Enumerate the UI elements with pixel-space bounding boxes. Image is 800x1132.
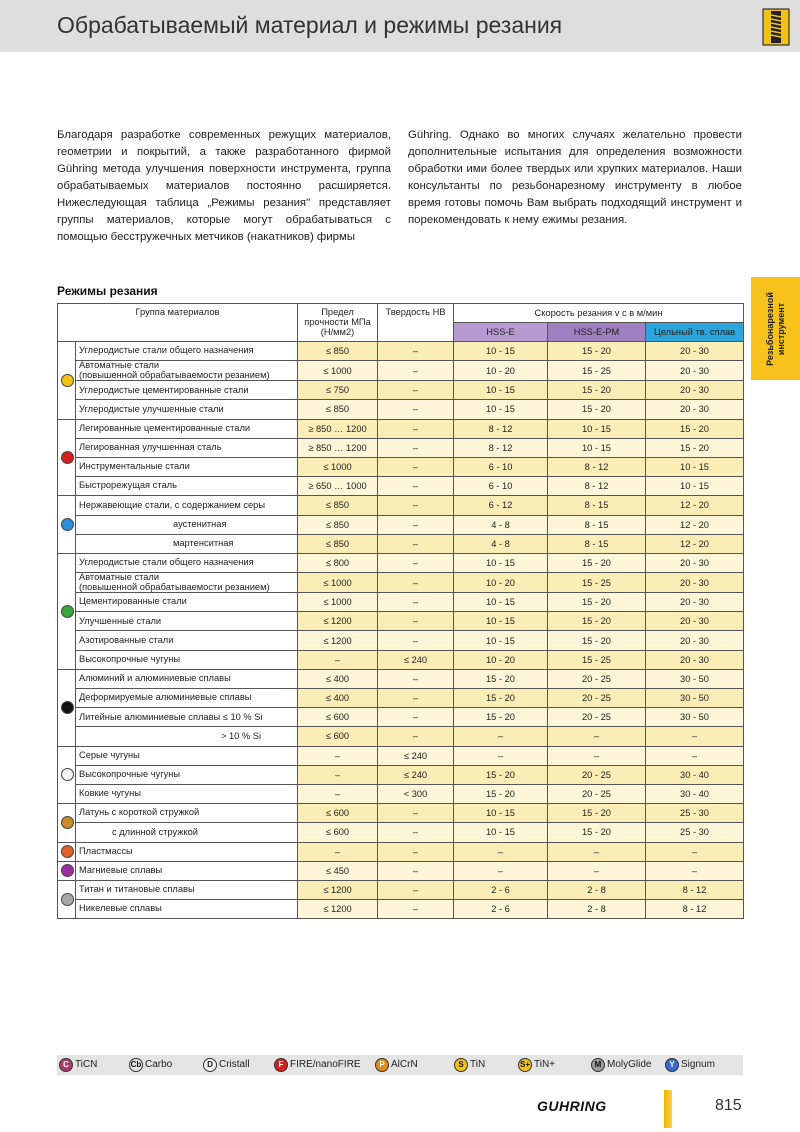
strength-value: ≥ 850 … 1200 bbox=[298, 419, 378, 438]
speed-solid-carbide: 15 - 20 bbox=[646, 419, 744, 438]
legend-item bbox=[665, 1058, 715, 1072]
strength-value: ≤ 600 bbox=[298, 727, 378, 746]
legend-label: AlCrN bbox=[391, 1059, 418, 1070]
color-dot-icon bbox=[61, 701, 74, 714]
hardness-value: ≤ 240 bbox=[378, 765, 454, 784]
material-name: Алюминий и алюминиевые сплавы bbox=[76, 669, 298, 688]
material-name: Легированная улучшенная сталь bbox=[76, 438, 298, 457]
speed-solid-carbide: 20 - 30 bbox=[646, 593, 744, 612]
hardness-value: ≤ 240 bbox=[378, 650, 454, 669]
speed-solid-carbide: 20 - 30 bbox=[646, 342, 744, 361]
strength-value: – bbox=[298, 784, 378, 803]
material-name: Углеродистые цементированные стали bbox=[76, 381, 298, 400]
hardness-value: – bbox=[378, 823, 454, 842]
legend-item bbox=[518, 1058, 555, 1072]
speed-hss-e: 10 - 15 bbox=[454, 823, 548, 842]
table-row bbox=[58, 553, 744, 572]
section-title: Режимы резания bbox=[57, 284, 158, 298]
material-name: Быстрорежущая сталь bbox=[76, 477, 298, 496]
header-material-group: Группа материалов bbox=[58, 304, 298, 342]
material-name: Углеродистые улучшенные стали bbox=[76, 400, 298, 419]
page-number: 815 bbox=[715, 1097, 742, 1114]
coating-legend bbox=[57, 1055, 743, 1075]
material-name: Инструментальные стали bbox=[76, 457, 298, 476]
speed-solid-carbide: 20 - 30 bbox=[646, 650, 744, 669]
color-dot-icon bbox=[61, 864, 74, 877]
material-name: с длинной стружкой bbox=[76, 823, 298, 842]
material-group-marker bbox=[58, 419, 76, 496]
speed-hss-e: 8 - 12 bbox=[454, 438, 548, 457]
speed-hss-e-pm: 2 - 8 bbox=[548, 900, 646, 919]
speed-solid-carbide: 15 - 20 bbox=[646, 438, 744, 457]
coating-badge-icon: P bbox=[375, 1058, 389, 1072]
strength-value: – bbox=[298, 650, 378, 669]
material-name: Литейные алюминиевые сплавы ≤ 10 % Si bbox=[76, 708, 298, 727]
table-row bbox=[58, 477, 744, 496]
material-name: Титан и титановые сплавы bbox=[76, 880, 298, 899]
hardness-value: ≤ 240 bbox=[378, 746, 454, 765]
speed-solid-carbide: 25 - 30 bbox=[646, 823, 744, 842]
speed-hss-e-pm: 15 - 20 bbox=[548, 631, 646, 650]
coating-badge-icon: Y bbox=[665, 1058, 679, 1072]
speed-hss-e-pm: 15 - 20 bbox=[548, 823, 646, 842]
color-dot-icon bbox=[61, 518, 74, 531]
speed-hss-e: 15 - 20 bbox=[454, 765, 548, 784]
hardness-value: – bbox=[378, 477, 454, 496]
legend-item bbox=[454, 1058, 485, 1072]
speed-hss-e-pm: – bbox=[548, 727, 646, 746]
speed-hss-e: – bbox=[454, 746, 548, 765]
speed-hss-e-pm: 15 - 20 bbox=[548, 612, 646, 631]
speed-hss-e: 2 - 6 bbox=[454, 900, 548, 919]
speed-hss-e: 6 - 10 bbox=[454, 477, 548, 496]
coating-badge-icon: Cb bbox=[129, 1058, 143, 1072]
strength-value: ≤ 600 bbox=[298, 823, 378, 842]
speed-solid-carbide: – bbox=[646, 727, 744, 746]
strength-value: ≤ 850 bbox=[298, 534, 378, 553]
header-hardness: Твердость НВ bbox=[378, 304, 454, 342]
speed-hss-e-pm: 8 - 15 bbox=[548, 534, 646, 553]
table-row bbox=[58, 804, 744, 823]
legend-label: TiN bbox=[470, 1059, 486, 1070]
material-name: Нержавеющие стали, с содержанием серы bbox=[76, 496, 298, 515]
legend-label: Cristall bbox=[219, 1059, 250, 1070]
hardness-value: – bbox=[378, 361, 454, 381]
hardness-value: – bbox=[378, 342, 454, 361]
speed-hss-e-pm: 8 - 15 bbox=[548, 496, 646, 515]
table-row bbox=[58, 689, 744, 708]
speed-hss-e-pm: 15 - 20 bbox=[548, 342, 646, 361]
color-dot-icon bbox=[61, 768, 74, 781]
speed-hss-e: 4 - 8 bbox=[454, 534, 548, 553]
strength-value: ≤ 1000 bbox=[298, 573, 378, 593]
speed-hss-e: 10 - 15 bbox=[454, 804, 548, 823]
material-group-marker bbox=[58, 342, 76, 420]
hardness-value: – bbox=[378, 689, 454, 708]
strength-value: ≤ 600 bbox=[298, 804, 378, 823]
table-row bbox=[58, 457, 744, 476]
table-row bbox=[58, 534, 744, 553]
page-header bbox=[0, 0, 800, 52]
legend-label: TiN+ bbox=[534, 1059, 556, 1070]
speed-hss-e-pm: 20 - 25 bbox=[548, 765, 646, 784]
speed-hss-e-pm: 15 - 20 bbox=[548, 400, 646, 419]
material-name: мартенситная bbox=[76, 534, 298, 553]
speed-hss-e: 10 - 15 bbox=[454, 593, 548, 612]
color-dot-icon bbox=[61, 374, 74, 387]
speed-hss-e: 10 - 20 bbox=[454, 573, 548, 593]
speed-solid-carbide: 25 - 30 bbox=[646, 804, 744, 823]
material-name: аустенитная bbox=[76, 515, 298, 534]
speed-hss-e: 15 - 20 bbox=[454, 669, 548, 688]
table-row bbox=[58, 861, 744, 880]
material-name: Магниевые сплавы bbox=[76, 861, 298, 880]
coating-badge-icon: C bbox=[59, 1058, 73, 1072]
legend-item bbox=[129, 1058, 172, 1072]
side-tab-label: Резьбонарезной инструмент bbox=[764, 291, 786, 366]
table-row bbox=[58, 438, 744, 457]
table-row bbox=[58, 727, 744, 746]
table-row bbox=[58, 400, 744, 419]
speed-hss-e-pm: 10 - 15 bbox=[548, 419, 646, 438]
speed-hss-e-pm: 20 - 25 bbox=[548, 669, 646, 688]
speed-hss-e-pm: 15 - 25 bbox=[548, 650, 646, 669]
speed-hss-e: 15 - 20 bbox=[454, 784, 548, 803]
table-row bbox=[58, 342, 744, 361]
hardness-value: – bbox=[378, 631, 454, 650]
material-name: Серые чугуны bbox=[76, 746, 298, 765]
table-row bbox=[58, 708, 744, 727]
page-title: Обрабатываемый материал и режимы резания bbox=[57, 12, 563, 38]
hardness-value: – bbox=[378, 708, 454, 727]
guhring-logo: GUHRING bbox=[537, 1098, 607, 1114]
speed-hss-e-pm: 15 - 25 bbox=[548, 573, 646, 593]
hardness-value: < 300 bbox=[378, 784, 454, 803]
footer-accent-bar bbox=[664, 1090, 672, 1128]
header-cutting-speed: Скорость резания v с в м/мин bbox=[454, 304, 744, 323]
table-row bbox=[58, 669, 744, 688]
speed-hss-e: 15 - 20 bbox=[454, 689, 548, 708]
material-name: Азотированные стали bbox=[76, 631, 298, 650]
hardness-value: – bbox=[378, 612, 454, 631]
speed-solid-carbide: 8 - 12 bbox=[646, 880, 744, 899]
material-group-marker bbox=[58, 861, 76, 880]
material-name: Углеродистые стали общего назначения bbox=[76, 553, 298, 572]
speed-solid-carbide: 30 - 40 bbox=[646, 765, 744, 784]
strength-value: ≤ 850 bbox=[298, 400, 378, 419]
speed-solid-carbide: 20 - 30 bbox=[646, 361, 744, 381]
material-group-marker bbox=[58, 746, 76, 804]
speed-hss-e: 6 - 10 bbox=[454, 457, 548, 476]
hardness-value: – bbox=[378, 496, 454, 515]
hardness-value: – bbox=[378, 573, 454, 593]
speed-solid-carbide: 30 - 50 bbox=[646, 708, 744, 727]
side-tab-threading-tools[interactable] bbox=[751, 277, 800, 380]
table-row bbox=[58, 612, 744, 631]
speed-hss-e-pm: 8 - 15 bbox=[548, 515, 646, 534]
speed-hss-e-pm: 20 - 25 bbox=[548, 784, 646, 803]
material-group-marker bbox=[58, 496, 76, 554]
material-group-marker bbox=[58, 880, 76, 918]
hardness-value: – bbox=[378, 861, 454, 880]
hardness-value: – bbox=[378, 669, 454, 688]
hardness-value: – bbox=[378, 534, 454, 553]
coating-badge-icon: S bbox=[454, 1058, 468, 1072]
table-row bbox=[58, 765, 744, 784]
hardness-value: – bbox=[378, 438, 454, 457]
hardness-value: – bbox=[378, 842, 454, 861]
speed-solid-carbide: 12 - 20 bbox=[646, 534, 744, 553]
legend-item bbox=[59, 1058, 97, 1072]
strength-value: ≤ 850 bbox=[298, 496, 378, 515]
speed-solid-carbide: 30 - 40 bbox=[646, 784, 744, 803]
coating-badge-icon: S+ bbox=[518, 1058, 532, 1072]
speed-solid-carbide: 30 - 50 bbox=[646, 689, 744, 708]
speed-solid-carbide: 12 - 20 bbox=[646, 496, 744, 515]
strength-value: ≤ 1000 bbox=[298, 457, 378, 476]
strength-value: ≥ 650 … 1000 bbox=[298, 477, 378, 496]
speed-solid-carbide: 8 - 12 bbox=[646, 900, 744, 919]
speed-hss-e: 10 - 15 bbox=[454, 631, 548, 650]
legend-label: MolyGlide bbox=[607, 1059, 652, 1070]
table-row bbox=[58, 784, 744, 803]
material-group-marker bbox=[58, 842, 76, 861]
color-dot-icon bbox=[61, 605, 74, 618]
table-row bbox=[58, 631, 744, 650]
speed-solid-carbide: 30 - 50 bbox=[646, 669, 744, 688]
material-group-marker bbox=[58, 804, 76, 842]
legend-item bbox=[274, 1058, 361, 1072]
hardness-value: – bbox=[378, 553, 454, 572]
material-group-marker bbox=[58, 669, 76, 746]
speed-solid-carbide: 20 - 30 bbox=[646, 381, 744, 400]
material-name: Цементированные стали bbox=[76, 593, 298, 612]
color-dot-icon bbox=[61, 845, 74, 858]
strength-value: ≤ 1000 bbox=[298, 593, 378, 612]
speed-solid-carbide: – bbox=[646, 842, 744, 861]
table-row bbox=[58, 515, 744, 534]
cutting-modes-table bbox=[57, 303, 744, 919]
speed-hss-e: 8 - 12 bbox=[454, 419, 548, 438]
speed-solid-carbide: 10 - 15 bbox=[646, 477, 744, 496]
table-row bbox=[58, 650, 744, 669]
speed-hss-e: 15 - 20 bbox=[454, 708, 548, 727]
speed-solid-carbide: 20 - 30 bbox=[646, 400, 744, 419]
speed-hss-e-pm: – bbox=[548, 842, 646, 861]
material-name: Улучшенные стали bbox=[76, 612, 298, 631]
speed-solid-carbide: 10 - 15 bbox=[646, 457, 744, 476]
hardness-value: – bbox=[378, 381, 454, 400]
legend-label: Carbo bbox=[145, 1059, 173, 1070]
speed-hss-e: 10 - 15 bbox=[454, 381, 548, 400]
speed-hss-e: – bbox=[454, 842, 548, 861]
table-row bbox=[58, 381, 744, 400]
table-body bbox=[58, 342, 744, 919]
speed-hss-e-pm: 8 - 12 bbox=[548, 457, 646, 476]
table-row bbox=[58, 593, 744, 612]
strength-value: ≤ 400 bbox=[298, 689, 378, 708]
speed-solid-carbide: 20 - 30 bbox=[646, 631, 744, 650]
table-row bbox=[58, 746, 744, 765]
speed-hss-e: 10 - 15 bbox=[454, 342, 548, 361]
hardness-value: – bbox=[378, 400, 454, 419]
strength-value: ≤ 850 bbox=[298, 342, 378, 361]
legend-label: FIRE/nanoFIRE bbox=[290, 1059, 361, 1070]
speed-hss-e-pm: 8 - 12 bbox=[548, 477, 646, 496]
hardness-value: – bbox=[378, 593, 454, 612]
speed-solid-carbide: 20 - 30 bbox=[646, 612, 744, 631]
speed-solid-carbide: 12 - 20 bbox=[646, 515, 744, 534]
speed-hss-e-pm: 15 - 25 bbox=[548, 361, 646, 381]
color-dot-icon bbox=[61, 451, 74, 464]
speed-hss-e-pm: – bbox=[548, 861, 646, 880]
hardness-value: – bbox=[378, 880, 454, 899]
strength-value: – bbox=[298, 765, 378, 784]
intro-text-right: Gühring. Однако во многих случаях желательно провести дополнительные испытания для определения возможности обработки ими более твердых или хрупких материалов. Наши консультанты по резьбонарезному инструменту в любое время готовы помочь Вам выбрать подходящий инструмент и порекомендовать к нему ежимы резания. bbox=[408, 129, 742, 226]
speed-hss-e-pm: 15 - 20 bbox=[548, 381, 646, 400]
speed-hss-e-pm: 2 - 8 bbox=[548, 880, 646, 899]
hardness-value: – bbox=[378, 515, 454, 534]
material-name: Легированные цементированные стали bbox=[76, 419, 298, 438]
legend-label: TiCN bbox=[75, 1059, 98, 1070]
speed-hss-e-pm: 15 - 20 bbox=[548, 553, 646, 572]
speed-hss-e-pm: 15 - 20 bbox=[548, 804, 646, 823]
material-name: Высокопрочные чугуны bbox=[76, 765, 298, 784]
speed-hss-e-pm: 15 - 20 bbox=[548, 593, 646, 612]
coating-badge-icon: F bbox=[274, 1058, 288, 1072]
table-row bbox=[58, 496, 744, 515]
strength-value: ≤ 1200 bbox=[298, 880, 378, 899]
speed-solid-carbide: 20 - 30 bbox=[646, 573, 744, 593]
hardness-value: – bbox=[378, 804, 454, 823]
header-solid-carbide: Цельный тв. сплав bbox=[646, 323, 744, 342]
coating-badge-icon: M bbox=[591, 1058, 605, 1072]
material-name: Углеродистые стали общего назначения bbox=[76, 342, 298, 361]
coating-badge-icon: D bbox=[203, 1058, 217, 1072]
header-strength: Предел прочности МПа (Н/мм2) bbox=[298, 304, 378, 342]
hardness-value: – bbox=[378, 900, 454, 919]
speed-hss-e-pm: 20 - 25 bbox=[548, 689, 646, 708]
speed-hss-e: 10 - 15 bbox=[454, 400, 548, 419]
strength-value: ≤ 400 bbox=[298, 669, 378, 688]
table-row bbox=[58, 880, 744, 899]
table-row bbox=[58, 842, 744, 861]
intro-text-left: Благодаря разработке современных режущих материалов, геометрии и покрытий, а также разработанного фирмой Gühring метода улучшения поверхности инструмента, группа обрабатываемых материалов постоянно расширяется. Нижеследующая таблица „Режимы резания" представляет группы материалов, которые могут обрабатываться с помощью бесстружечных метчиков (накатников) фирмы bbox=[57, 129, 391, 243]
speed-hss-e-pm: 20 - 25 bbox=[548, 708, 646, 727]
speed-hss-e: 10 - 20 bbox=[454, 361, 548, 381]
table-row bbox=[58, 573, 744, 593]
material-name: Автоматные стали (повышенной обрабатываемости резанием) bbox=[76, 361, 298, 381]
table-row bbox=[58, 823, 744, 842]
strength-value: – bbox=[298, 746, 378, 765]
material-name: Автоматные стали (повышенной обрабатываемости резанием) bbox=[76, 573, 298, 593]
strength-value: – bbox=[298, 842, 378, 861]
speed-hss-e: 10 - 15 bbox=[454, 553, 548, 572]
strength-value: ≤ 850 bbox=[298, 515, 378, 534]
header-hss-e: HSS-E bbox=[454, 323, 548, 342]
speed-hss-e: 2 - 6 bbox=[454, 880, 548, 899]
speed-hss-e: 6 - 12 bbox=[454, 496, 548, 515]
table-row bbox=[58, 361, 744, 381]
legend-label: Signum bbox=[681, 1059, 715, 1070]
material-name: Деформируемые алюминиевые сплавы bbox=[76, 689, 298, 708]
speed-hss-e: – bbox=[454, 727, 548, 746]
color-dot-icon bbox=[61, 893, 74, 906]
speed-hss-e-pm: – bbox=[548, 746, 646, 765]
material-name: > 10 % Si bbox=[76, 727, 298, 746]
strength-value: ≤ 800 bbox=[298, 553, 378, 572]
strength-value: ≤ 600 bbox=[298, 708, 378, 727]
speed-solid-carbide: – bbox=[646, 746, 744, 765]
hardness-value: – bbox=[378, 727, 454, 746]
strength-value: ≥ 850 … 1200 bbox=[298, 438, 378, 457]
strength-value: ≤ 450 bbox=[298, 861, 378, 880]
speed-hss-e: – bbox=[454, 861, 548, 880]
legend-item bbox=[203, 1058, 250, 1072]
strength-value: ≤ 1200 bbox=[298, 631, 378, 650]
material-name: Никелевые сплавы bbox=[76, 900, 298, 919]
speed-hss-e: 10 - 15 bbox=[454, 612, 548, 631]
tap-tool-icon bbox=[762, 8, 790, 46]
material-name: Пластмассы bbox=[76, 842, 298, 861]
speed-hss-e: 4 - 8 bbox=[454, 515, 548, 534]
hardness-value: – bbox=[378, 457, 454, 476]
material-group-marker bbox=[58, 553, 76, 669]
header-hss-e-pm: HSS-E-PM bbox=[548, 323, 646, 342]
strength-value: ≤ 1200 bbox=[298, 900, 378, 919]
speed-hss-e: 10 - 20 bbox=[454, 650, 548, 669]
strength-value: ≤ 750 bbox=[298, 381, 378, 400]
speed-solid-carbide: 20 - 30 bbox=[646, 553, 744, 572]
hardness-value: – bbox=[378, 419, 454, 438]
material-name: Ковкие чугуны bbox=[76, 784, 298, 803]
material-name: Высокопрочные чугуны bbox=[76, 650, 298, 669]
speed-solid-carbide: – bbox=[646, 861, 744, 880]
legend-item bbox=[375, 1058, 418, 1072]
speed-hss-e-pm: 10 - 15 bbox=[548, 438, 646, 457]
strength-value: ≤ 1200 bbox=[298, 612, 378, 631]
legend-item bbox=[591, 1058, 651, 1072]
strength-value: ≤ 1000 bbox=[298, 361, 378, 381]
material-name: Латунь с короткой стружкой bbox=[76, 804, 298, 823]
color-dot-icon bbox=[61, 816, 74, 829]
table-row bbox=[58, 900, 744, 919]
table-row bbox=[58, 419, 744, 438]
